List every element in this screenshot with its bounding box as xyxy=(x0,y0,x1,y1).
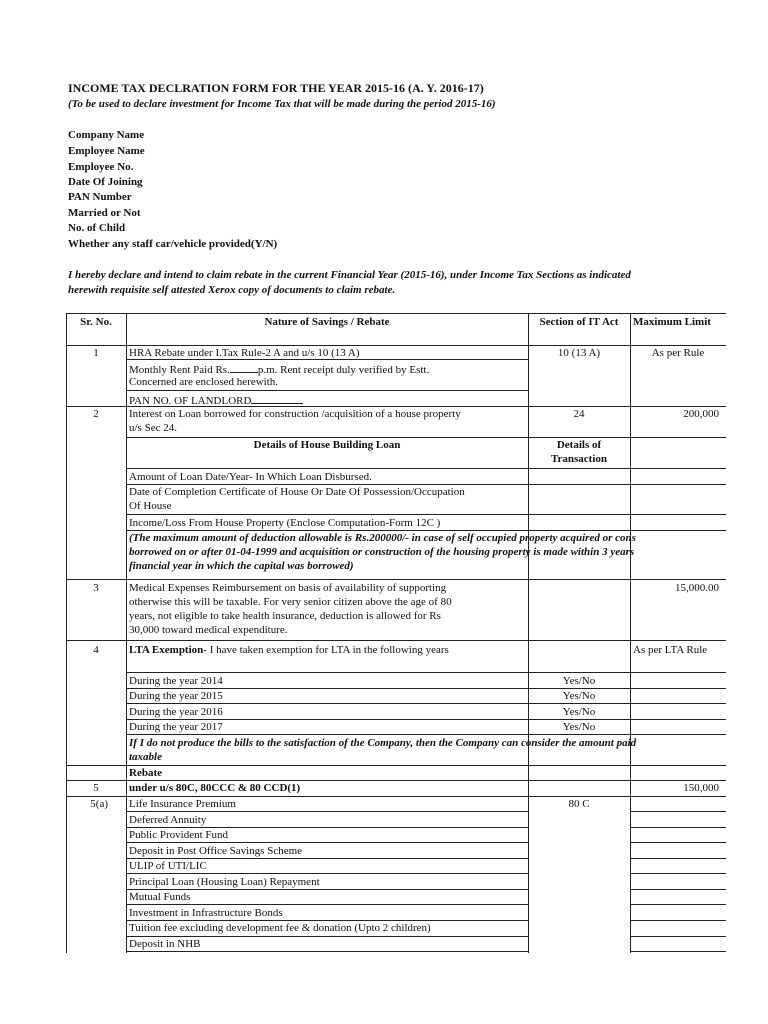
row2-line-2: u/s Sec 24. xyxy=(129,422,177,434)
row3-limit: 15,000.00 xyxy=(675,582,719,594)
lta-year-2015: During the year 2015 xyxy=(129,690,223,702)
row2-note-1: (The maximum amount of deduction allowable is Rs.200000/- in case of self occupied property acquired or cons xyxy=(129,532,636,544)
lta-year-2014: During the year 2014 xyxy=(129,675,223,687)
header-limit: Maximum Limit xyxy=(633,316,711,328)
row1-limit: As per Rule xyxy=(651,347,705,359)
row2-note-3: financial year in which the capital was borrowed) xyxy=(129,560,354,572)
rebate-item: Deposit in Post Office Savings Scheme xyxy=(129,845,303,857)
lta-year-2016-value: Yes/No xyxy=(562,706,596,718)
row4-sr: 4 xyxy=(93,644,99,656)
row1-section: 10 (13 A) xyxy=(557,347,601,359)
details-of-transaction-2: Transaction xyxy=(550,453,608,465)
row5-sr: 5 xyxy=(93,782,99,794)
rebate-item: Deferred Annuity xyxy=(129,814,207,826)
lta-year-2015-value: Yes/No xyxy=(562,690,596,702)
field-pan-number: PAN Number xyxy=(68,191,132,203)
row5a-sr: 5(a) xyxy=(90,798,108,810)
rebate-under: under u/s 80C, 80CCC & 80 CCD(1) xyxy=(129,782,301,794)
row3-sr: 3 xyxy=(93,582,99,594)
declaration-line-2: herewith requisite self attested Xerox copy of documents to claim rebate. xyxy=(68,284,396,296)
row1-line-2: Monthly Rent Paid Rs. p.m. Rent receipt duly verified by Estt. xyxy=(129,364,430,376)
loan-item-amount: Amount of Loan Date/Year- In Which Loan Disbursed. xyxy=(129,471,372,483)
row1-line-1: HRA Rebate under I.Tax Rule-2 A and u/s 10 (13 A) xyxy=(129,347,360,359)
field-no-of-child: No. of Child xyxy=(68,222,126,234)
lta-year-2016: During the year 2016 xyxy=(129,706,223,718)
row2-note-2: borrowed on or after 01-04-1999 and acquisition or construction of the housing property is made within 3 years xyxy=(129,546,635,558)
declaration-line-1: I hereby declare and intend to claim rebate in the current Financial Year (2015-16), under Income Tax Sections as indicated xyxy=(68,269,631,281)
lta-year-2017-value: Yes/No xyxy=(562,721,596,733)
row4-note-2: taxable xyxy=(129,751,162,763)
row3-line-2: otherwise this will be taxable. For very senior citizen above the age of 80 xyxy=(129,596,452,608)
loan-item-completion-1: Date of Completion Certificate of House Or Date Of Possession/Occupation xyxy=(129,486,465,498)
row2-limit: 200,000 xyxy=(683,408,719,420)
rebate-item: Tuition fee excluding development fee & donation (Upto 2 children) xyxy=(129,922,431,934)
row1-line-3: Concerned are enclosed herewith. xyxy=(129,376,279,388)
field-married: Married or Not xyxy=(68,207,141,219)
lta-year-2014-value: Yes/No xyxy=(562,675,596,687)
field-staff-car: Whether any staff car/vehicle provided(Y/N) xyxy=(68,238,278,250)
rebate-item: Life Insurance Premium xyxy=(129,798,236,810)
header-section: Section of IT Act xyxy=(539,316,619,328)
loan-item-completion-2: Of House xyxy=(129,500,172,512)
rebate-limit: 150,000 xyxy=(683,782,719,794)
rebate-item: Deposit in NHB xyxy=(129,938,201,950)
row3-line-1: Medical Expenses Reimbursement on basis of availability of supporting xyxy=(129,582,447,594)
house-loan-details-header: Details of House Building Loan xyxy=(253,439,401,451)
row1-landlord-pan: PAN NO. OF LANDLORD xyxy=(129,393,303,408)
rebate-item: ULIP of UTI/LIC xyxy=(129,860,207,872)
rebate-item: Principal Loan (Housing Loan) Repayment xyxy=(129,876,320,888)
field-date-of-joining: Date Of Joining xyxy=(68,176,143,188)
row2-section: 24 xyxy=(573,408,585,420)
rebate-item: Investment in Infrastructure Bonds xyxy=(129,907,283,919)
row1-sr: 1 xyxy=(93,347,99,359)
rebate-label: Rebate xyxy=(129,767,162,779)
form-subtitle: (To be used to declare investment for Income Tax that will be made during the period 2015-16) xyxy=(68,98,496,110)
details-of-transaction-1: Details of xyxy=(556,439,602,451)
rebate-section: 80 C xyxy=(568,798,590,810)
rebate-item: Public Provident Fund xyxy=(129,829,229,841)
header-sr-no: Sr. No. xyxy=(80,316,112,328)
row3-line-4: 30,000 toward medical expenditure. xyxy=(129,624,288,636)
form-title: INCOME TAX DECLRATION FORM FOR THE YEAR 2015-16 (A. Y. 2016-17) xyxy=(68,81,484,95)
field-employee-name: Employee Name xyxy=(68,145,145,157)
row3-line-3: years, not eligible to take health insurance, deduction is allowed for Rs xyxy=(129,610,441,622)
rebate-item: Mutual Funds xyxy=(129,891,191,903)
lta-year-2017: During the year 2017 xyxy=(129,721,223,733)
row2-line-1: Interest on Loan borrowed for construction /acquisition of a house property xyxy=(129,408,461,420)
loan-item-income-loss: Income/Loss From House Property (Enclose Computation-Form 12C ) xyxy=(129,517,441,529)
field-company-name: Company Name xyxy=(68,129,145,141)
lta-exemption-label: LTA Exemption- I have taken exemption for LTA in the following years xyxy=(129,644,449,656)
row4-limit: As per LTA Rule xyxy=(633,644,708,656)
row4-note-1: If I do not produce the bills to the satisfaction of the Company, then the Company can consider the amount paid xyxy=(129,737,637,749)
row2-sr: 2 xyxy=(93,408,99,420)
field-employee-no: Employee No. xyxy=(68,161,134,173)
header-nature: Nature of Savings / Rebate xyxy=(264,316,390,328)
